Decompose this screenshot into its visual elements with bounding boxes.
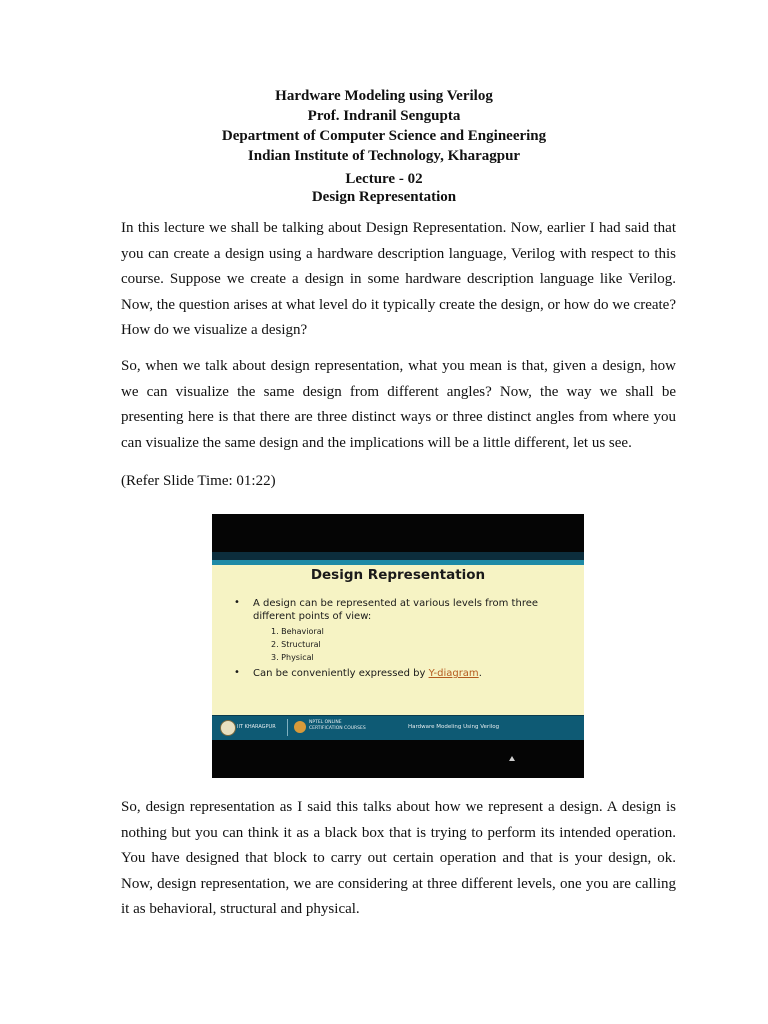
footer-nptel-line2: CERTIFICATION COURSES	[309, 726, 366, 731]
y-diagram-link[interactable]: Y-diagram	[428, 668, 479, 679]
footer-divider	[287, 719, 288, 736]
bullet-dot: •	[234, 597, 240, 608]
footer-nptel-text	[309, 720, 366, 732]
document-header	[0, 86, 768, 166]
bullet-dot: •	[234, 667, 240, 678]
mouse-cursor-icon	[509, 756, 515, 761]
slide-bullet-2-suffix: .	[478, 668, 482, 679]
paragraph-levels: So, design representation as I said this talks about how we represent a design. A design is nothing but you can think it as a black box that is trying to perform its intended operation. You have designed that block to carry out certain operation and that is your design, ok. Now, design representation, we are considering at three different levels, one you are calling it as behavioral, structural and physical.	[121, 799, 676, 917]
professor-name: Prof. Indranil Sengupta	[307, 108, 461, 124]
nptel-logo-icon	[294, 721, 306, 733]
refer-slide-time: (Refer Slide Time: 01:22)	[121, 473, 276, 489]
slide-footer	[212, 715, 584, 740]
institute-name: Indian Institute of Technology, Kharagpur	[247, 148, 521, 164]
slide-bullet-2-text: Can be conveniently expressed by	[253, 668, 429, 679]
slide-content	[212, 565, 584, 715]
iit-logo-icon	[220, 720, 236, 736]
footer-iit-text: IIT KHARAGPUR	[237, 724, 276, 730]
slide-item-behavioral: 1. Behavioral	[271, 627, 324, 636]
paragraph-intro: In this lecture we shall be talking about Design Representation. Now, earlier I had said that you can create a design using a hardware description language, Verilog with respect to this course. Suppose we create a design in some hardware description language like Verilog. Now, the question arises at what level do it typically create the design, or how do we create? How do we visualize a design?	[121, 220, 676, 338]
department-name: Department of Computer Science and Engineering	[221, 128, 547, 144]
slide-top-band	[212, 552, 584, 560]
slide-bullet-2	[253, 668, 553, 681]
slide-item-physical: 3. Physical	[271, 653, 314, 662]
slide-title: Design Representation	[310, 567, 486, 583]
footer-course-name: Hardware Modeling Using Verilog	[408, 724, 500, 730]
course-title: Hardware Modeling using Verilog	[275, 88, 493, 104]
slide-bullet-1: A design can be represented at various levels from three different points of view:	[253, 598, 539, 622]
footer-nptel-line1: NPTEL ONLINE	[309, 720, 342, 725]
lecture-heading	[0, 170, 768, 206]
lecture-number: Lecture - 02	[345, 171, 423, 187]
paragraph-design-representation: So, when we talk about design representation, what you mean is that, given a design, how we can visualize the same design from different angles? Now, the way we shall be presenting here is that there are three distinct ways or three distinct angles from where you can visualize the same design and the implications will be a little different, let us see.	[121, 358, 676, 451]
slide-image	[212, 514, 584, 778]
slide-item-structural: 2. Structural	[271, 640, 321, 649]
lecture-title: Design Representation	[311, 189, 457, 205]
